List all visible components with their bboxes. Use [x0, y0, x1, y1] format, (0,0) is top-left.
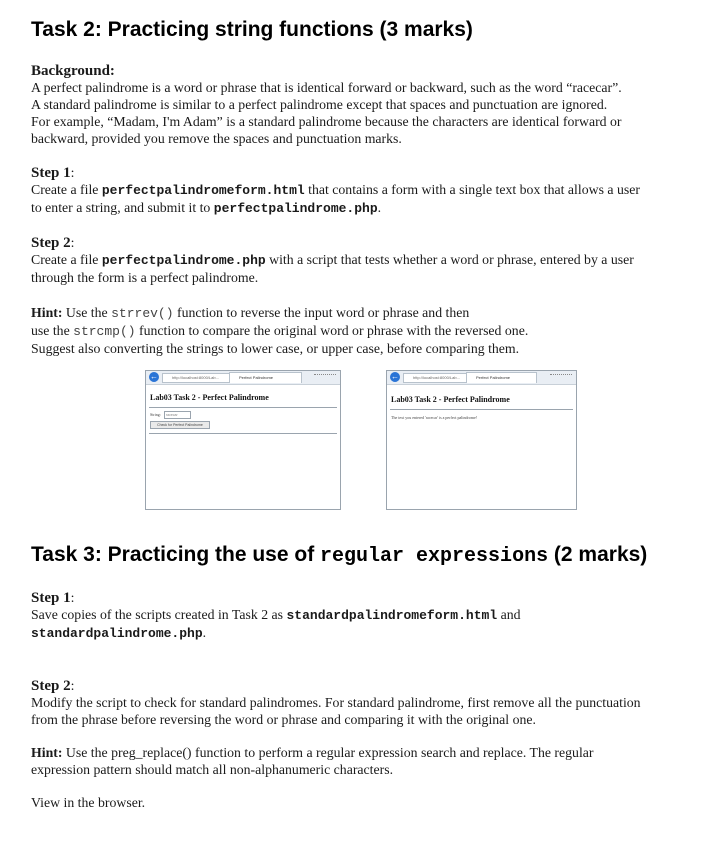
window-controls-icon [550, 374, 572, 381]
screenshot-result [386, 370, 577, 510]
step1-colon: : [70, 165, 75, 180]
string-input[interactable]: racecar [164, 411, 191, 419]
view-instruction [31, 795, 701, 812]
background-line: A perfect palindrome is a word or phrase that is identical forward or backward, such as the word “racecar”. [31, 79, 622, 95]
task3-heading-text: (2 marks) [548, 543, 648, 566]
background-line: For example, “Madam, I'm Adam” is a standard palindrome because the characters are identical forward or [31, 113, 622, 129]
back-arrow-icon: ← [391, 372, 399, 381]
task3-hint [31, 745, 701, 779]
task3-step1 [31, 590, 701, 643]
background-section [31, 63, 701, 148]
step1-label: Step 1 [31, 165, 71, 181]
divider [149, 433, 337, 434]
filename-standardpalindromeform: standardpalindromeform.html [286, 607, 498, 623]
background-line: A standard palindrome is similar to a perfect palindrome except that spaces and punctuation are ignored. [31, 96, 608, 112]
address-bar: http://localhost:8000/Lab... [403, 373, 470, 383]
step2-text: from the phrase before reversing the word or phrase and comparing it with the original one. [31, 711, 536, 727]
step2-text: Create a file [31, 251, 102, 267]
hint-text: expression pattern should match all non-alphanumeric characters. [31, 761, 394, 777]
filename-perfectpalindrome: perfectpalindrome.php [213, 200, 378, 216]
filename-perfectpalindrome: perfectpalindrome.php [101, 252, 266, 268]
step2-label: Step 2 [31, 678, 71, 694]
function-strcmp: strcmp() [73, 323, 136, 339]
hint-label: Hint: [31, 745, 63, 760]
step1-text: to enter a string, and submit it to [31, 199, 214, 215]
page-title: Lab03 Task 2 - Perfect Palindrome [150, 393, 269, 402]
task3-heading-code: regular expressions [320, 545, 549, 568]
string-label: String: [150, 412, 161, 417]
step2-colon: : [70, 235, 75, 250]
step1-text: Create a file [31, 181, 102, 197]
browser-toolbar [387, 371, 576, 385]
step2-colon: : [70, 678, 75, 693]
back-arrow-icon: ← [150, 372, 158, 381]
page-title: Lab03 Task 2 - Perfect Palindrome [391, 395, 510, 404]
filename-perfectpalindromeform: perfectpalindromeform.html [101, 182, 305, 198]
hint-text: Use the [62, 305, 112, 320]
filename-standardpalindrome: standardpalindrome.php [31, 625, 203, 641]
step2-text: Modify the script to check for standard palindromes. For standard palindrome, first remove all the punctuation [31, 694, 641, 710]
step2-text: with a script that tests whether a word or phrase, entered by a user [265, 251, 634, 267]
check-button[interactable]: Check for Perfect Palindrome [150, 421, 210, 429]
background-line: backward, provided you remove the spaces and punctuation marks. [31, 130, 402, 146]
hint-label: Hint: [31, 305, 63, 320]
task2-step1 [31, 165, 701, 218]
task3-heading [31, 543, 647, 568]
divider [390, 409, 573, 410]
hint-text: Suggest also converting the strings to lower case, or upper case, before comparing them. [31, 340, 520, 356]
divider [149, 407, 337, 408]
browser-tab: Perfect Palindrome [466, 372, 537, 383]
browser-tab: Perfect Palindrome [229, 372, 302, 383]
step1-label: Step 1 [31, 590, 71, 606]
task2-step2 [31, 235, 701, 287]
step2-label: Step 2 [31, 235, 71, 251]
task3-step2 [31, 678, 701, 729]
screenshot-form [145, 370, 341, 510]
hint-text: use the [31, 322, 74, 338]
hint-text: Use the preg_replace() function to perform a regular expression search and replace. The regular [62, 745, 594, 760]
view-text: View in the browser. [31, 795, 146, 810]
step1-text: that contains a form with a single text box that allows a user [304, 181, 640, 197]
step1-text: . [377, 199, 382, 215]
step1-text: Save copies of the scripts created in Task 2 as [31, 606, 287, 622]
hint-text: function to compare the original word or phrase with the reversed one. [135, 322, 529, 338]
browser-toolbar [146, 371, 340, 385]
step1-text: . [202, 624, 207, 640]
window-controls-icon [314, 374, 336, 381]
step2-text: through the form is a perfect palindrome. [31, 269, 259, 285]
task2-heading: Task 2: Practicing string functions (3 marks) [31, 18, 473, 41]
hint-text: function to reverse the input word or phrase and then [173, 305, 470, 320]
function-strrev: strrev() [111, 306, 174, 321]
step1-text: and [497, 606, 521, 622]
result-message: The text you entered 'racecar' is a perfect palindrome! [391, 415, 478, 420]
address-bar: http://localhost:8000/Lab... [162, 373, 231, 383]
task2-hint [31, 305, 701, 358]
task3-heading-text: Task 3: Practicing the use of [31, 543, 321, 566]
background-label: Background: [31, 63, 115, 79]
step1-colon: : [70, 590, 75, 605]
